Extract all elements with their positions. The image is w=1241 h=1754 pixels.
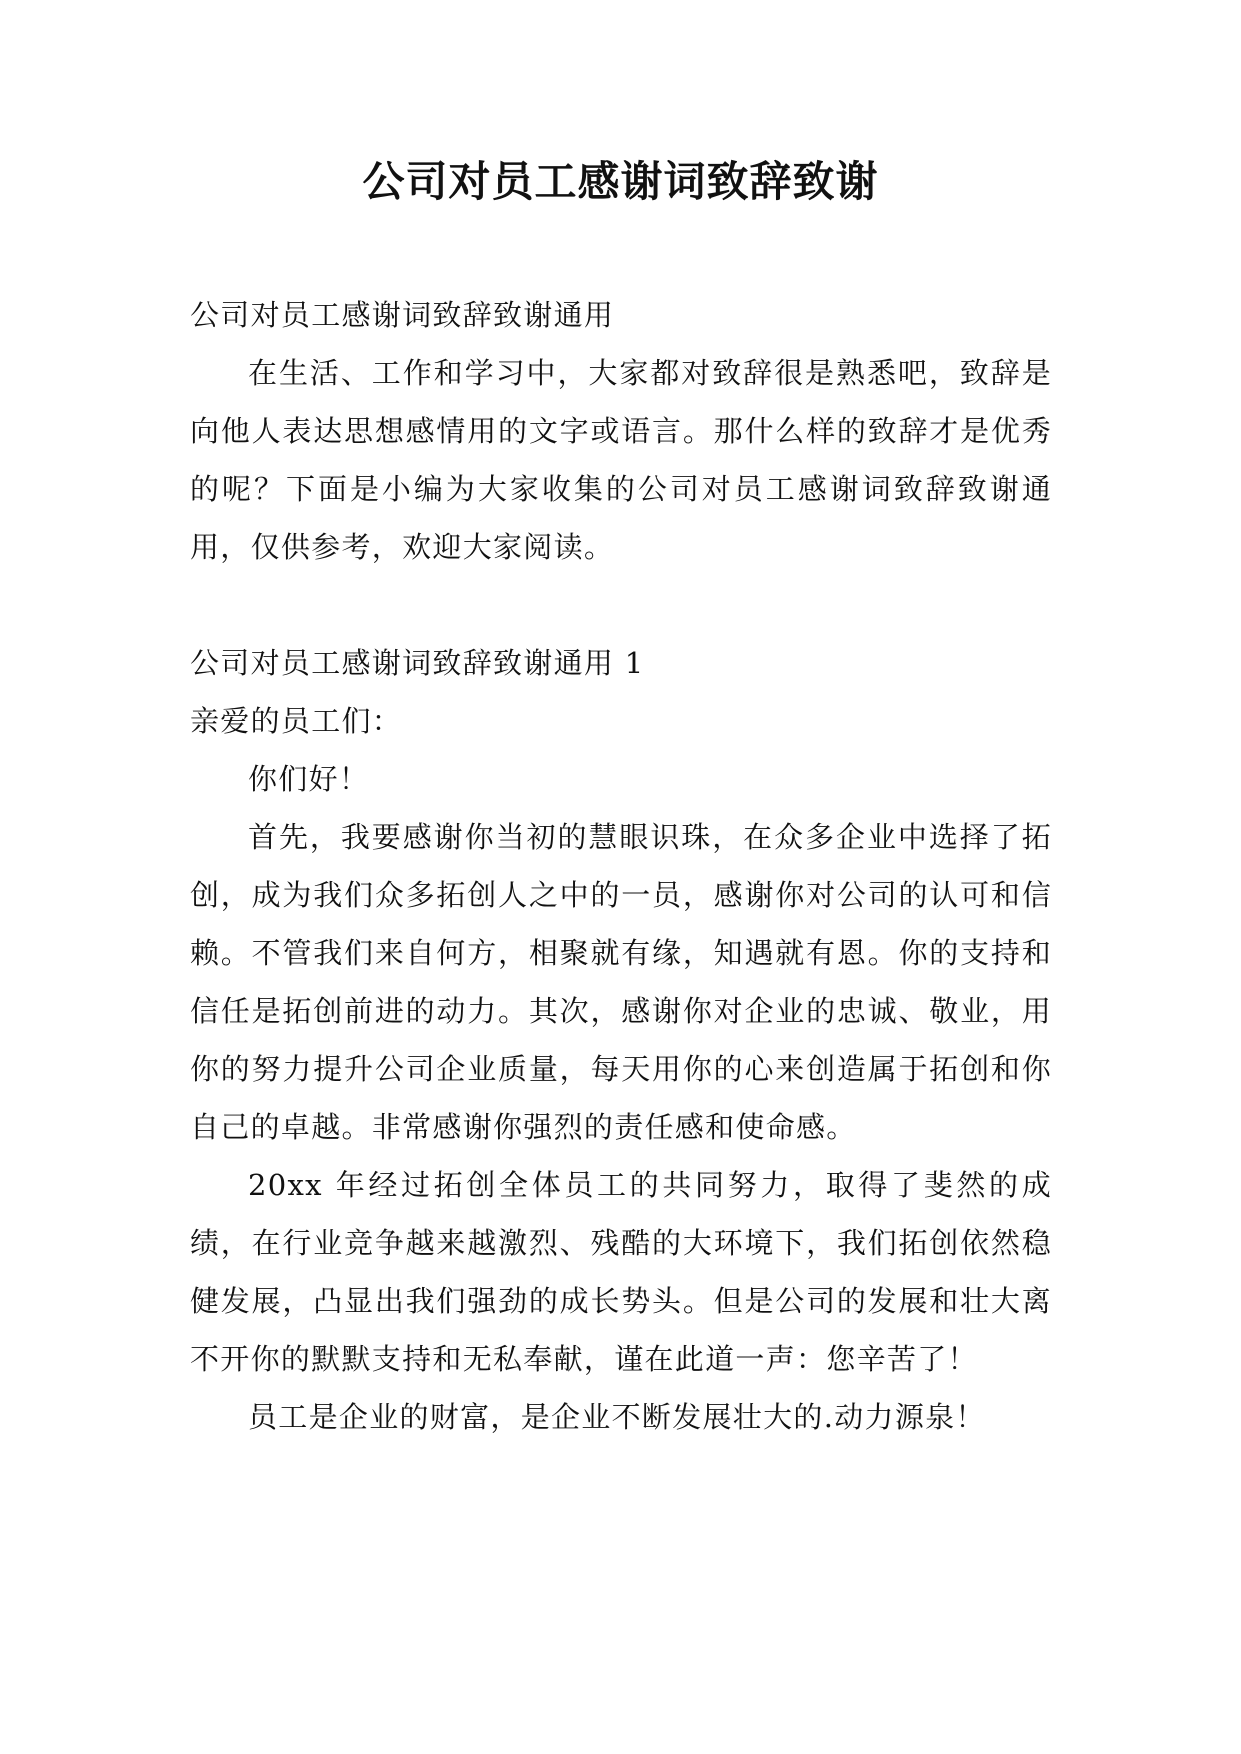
document-body	[190, 286, 1052, 1446]
body-paragraph: 员工是企业的财富，是企业不断发展壮大的.动力源泉！	[248, 1400, 986, 1434]
document-title: 公司对员工感谢词致辞致谢	[362, 157, 879, 206]
body-paragraph: 首先，我要感谢你当初的慧眼识珠，在众多企业中选择了拓创，成为我们众多拓创人之中的一员，感谢你对公司的认可和信赖。不管我们来自何方，相聚就有缘，知遇就有恩。你的支持和信任是拓创前进的动力。其次，感谢你对企业的忠诚、敬业，用你的努力提升公司企业质量，每天用你的心来创造属于拓创和你自己的卓越。非常感谢你强烈的责任感和使命感。	[190, 820, 1052, 1144]
intro-paragraph: 在生活、工作和学习中，大家都对致辞很是熟悉吧，致辞是向他人表达思想感情用的文字或语言。那什么样的致辞才是优秀的呢？下面是小编为大家收集的公司对员工感谢词致辞致谢通用，仅供参考，欢迎大家阅读。	[190, 356, 1052, 564]
greeting: 你们好！	[248, 762, 370, 796]
document-subtitle: 公司对员工感谢词致辞致谢通用	[190, 298, 615, 332]
salutation: 亲爱的员工们：	[190, 704, 403, 738]
section-heading: 公司对员工感谢词致辞致谢通用 1	[190, 646, 645, 680]
body-paragraph: 20xx 年经过拓创全体员工的共同努力，取得了斐然的成绩，在行业竞争越来越激烈、残酷的大环境下，我们拓创依然稳健发展，凸显出我们强劲的成长势头。但是公司的发展和壮大离不开你的默默支持和无私奉献，谨在此道一声：您辛苦了！	[190, 1168, 1052, 1376]
